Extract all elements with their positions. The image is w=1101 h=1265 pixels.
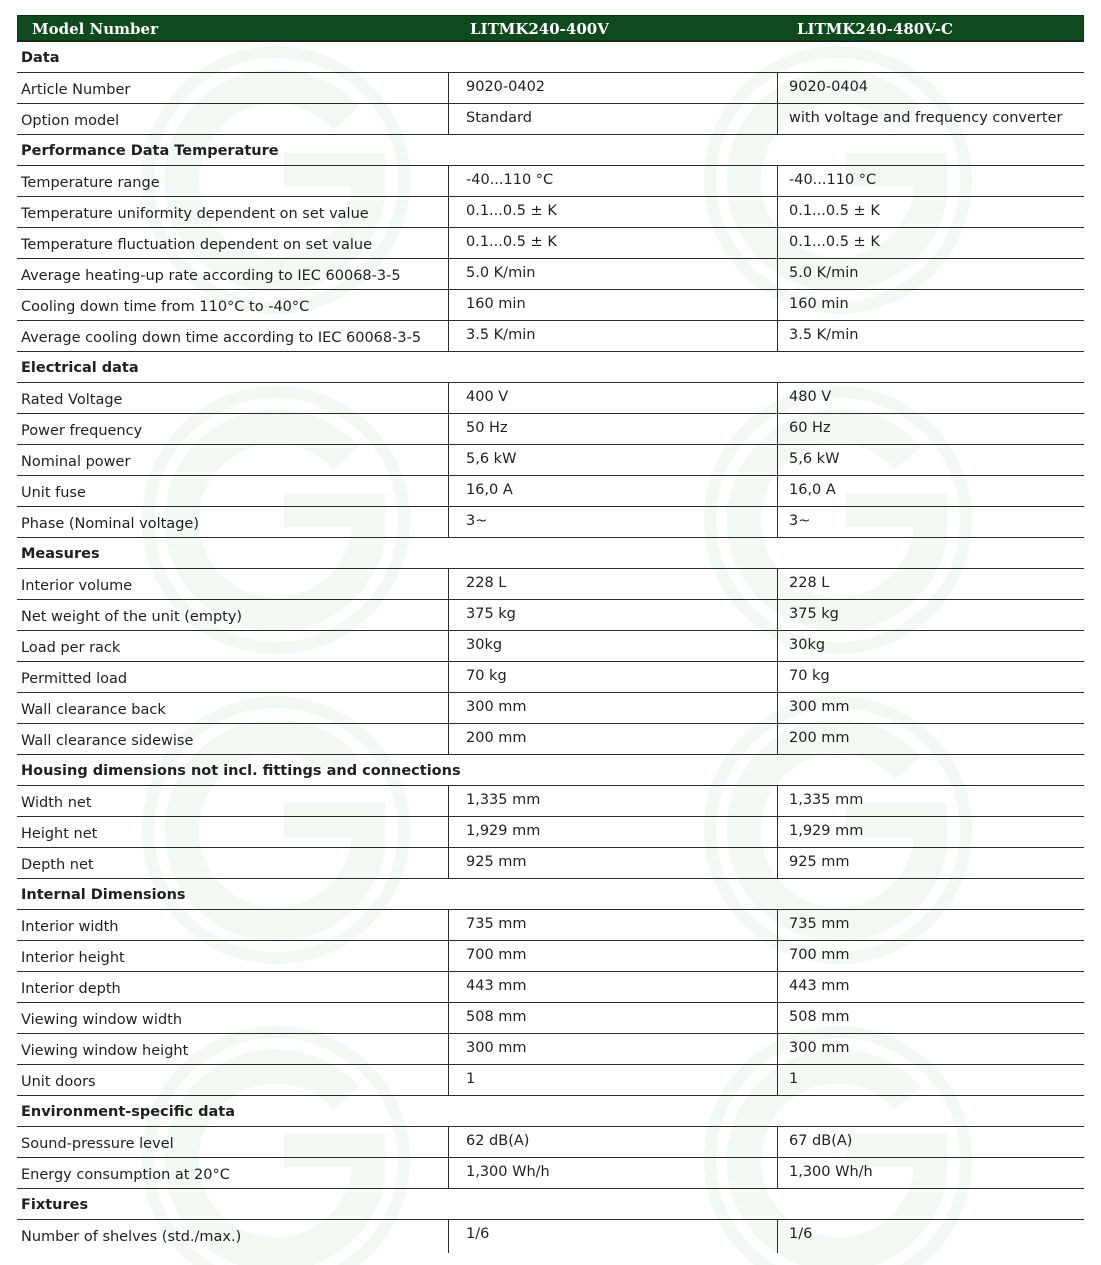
section-title: Housing dimensions not incl. fittings and connections	[21, 763, 461, 779]
value-model-1: 3~	[466, 513, 488, 529]
row-label: Load per rack	[21, 640, 121, 656]
row-label: Net weight of the unit (empty)	[21, 609, 243, 625]
row-label: Temperature fluctuation dependent on set value	[21, 237, 372, 253]
table-row	[17, 724, 1084, 755]
table-row	[17, 445, 1084, 476]
value-model-2: 1,929 mm	[789, 823, 864, 839]
section-header-row	[17, 538, 1084, 569]
value-model-1: 0.1...0.5 ± K	[466, 203, 557, 219]
column-divider	[777, 290, 778, 320]
table-row	[17, 507, 1084, 538]
value-model-2: 5,6 kW	[789, 451, 840, 467]
table-row	[17, 228, 1084, 259]
table-row	[17, 259, 1084, 290]
row-label: Temperature range	[21, 175, 160, 191]
value-model-1: 700 mm	[466, 947, 527, 963]
row-label: Cooling down time from 110°C to -40°C	[21, 299, 310, 315]
column-divider	[777, 228, 778, 258]
row-label: Viewing window width	[21, 1012, 183, 1028]
value-model-1: 16,0 A	[466, 482, 513, 498]
section-header-row	[17, 1189, 1084, 1220]
row-label: Temperature uniformity dependent on set value	[21, 206, 369, 222]
value-model-1: 508 mm	[466, 1009, 527, 1025]
table-row	[17, 631, 1084, 662]
table-row	[17, 1065, 1084, 1096]
value-model-1: 200 mm	[466, 730, 527, 746]
value-model-2: 480 V	[789, 389, 832, 405]
row-label: Viewing window height	[21, 1043, 189, 1059]
value-model-2: 9020-0404	[789, 79, 869, 95]
table-row	[17, 693, 1084, 724]
column-divider	[448, 941, 449, 971]
value-model-2: 508 mm	[789, 1009, 850, 1025]
value-model-2: 5.0 K/min	[789, 265, 859, 281]
column-divider	[777, 941, 778, 971]
value-model-1: 1,335 mm	[466, 792, 541, 808]
value-model-2: 67 dB(A)	[789, 1133, 853, 1149]
table-row	[17, 383, 1084, 414]
table-row	[17, 941, 1084, 972]
row-label: Interior volume	[21, 578, 133, 594]
row-label: Unit doors	[21, 1074, 96, 1090]
value-model-2: 735 mm	[789, 916, 850, 932]
table-row	[17, 600, 1084, 631]
table-row	[17, 972, 1084, 1003]
value-model-1: 9020-0402	[466, 79, 546, 95]
row-label: Width net	[21, 795, 92, 811]
column-divider	[777, 166, 778, 196]
column-divider	[777, 197, 778, 227]
row-label: Phase (Nominal voltage)	[21, 516, 199, 532]
column-divider	[448, 1034, 449, 1064]
table-row	[17, 1003, 1084, 1034]
value-model-2: 443 mm	[789, 978, 850, 994]
row-label: Rated Voltage	[21, 392, 123, 408]
column-divider	[777, 1158, 778, 1188]
row-label: Average heating-up rate according to IEC 60068-3-5	[21, 268, 401, 284]
table-row	[17, 910, 1084, 941]
section-header-row	[17, 879, 1084, 910]
column-divider	[448, 600, 449, 630]
table-row	[17, 104, 1084, 135]
value-model-1: 160 min	[466, 296, 526, 312]
value-model-2: with voltage and frequency converter	[789, 110, 1063, 126]
row-label: Wall clearance sidewise	[21, 733, 194, 749]
table-header	[17, 15, 1084, 41]
column-divider	[448, 321, 449, 351]
row-label: Unit fuse	[21, 485, 86, 501]
table-body	[17, 42, 1084, 1253]
section-title: Performance Data Temperature	[21, 143, 279, 159]
column-divider	[448, 507, 449, 537]
table-row	[17, 73, 1084, 104]
section-header-row	[17, 42, 1084, 73]
column-divider	[777, 1003, 778, 1033]
table-row	[17, 166, 1084, 197]
value-model-1: 1/6	[466, 1226, 490, 1242]
column-divider	[777, 1220, 778, 1253]
value-model-2: 0.1...0.5 ± K	[789, 234, 880, 250]
row-label: Interior depth	[21, 981, 121, 997]
table-row	[17, 476, 1084, 507]
value-model-1: -40...110 °C	[466, 172, 554, 188]
value-model-2: 925 mm	[789, 854, 850, 870]
row-label: Interior height	[21, 950, 125, 966]
column-divider	[448, 445, 449, 475]
value-model-2: 3~	[789, 513, 811, 529]
value-model-2: 300 mm	[789, 1040, 850, 1056]
column-divider	[448, 166, 449, 196]
column-divider	[448, 1065, 449, 1095]
column-divider	[777, 414, 778, 444]
value-model-1: 5,6 kW	[466, 451, 517, 467]
row-label: Interior width	[21, 919, 119, 935]
value-model-2: 200 mm	[789, 730, 850, 746]
column-divider	[777, 507, 778, 537]
column-divider	[448, 848, 449, 878]
table-row	[17, 321, 1084, 352]
column-divider	[448, 383, 449, 413]
row-label: Number of shelves (std./max.)	[21, 1229, 242, 1245]
column-divider	[777, 786, 778, 816]
value-model-1: 50 Hz	[466, 420, 508, 436]
value-model-2: 70 kg	[789, 668, 830, 684]
value-model-2: 1,335 mm	[789, 792, 864, 808]
header-model-1: LITMK240-400V	[470, 20, 609, 38]
spec-table	[17, 15, 1084, 1253]
column-divider	[777, 321, 778, 351]
section-title: Measures	[21, 546, 100, 562]
value-model-1: 30kg	[466, 637, 503, 653]
table-row	[17, 569, 1084, 600]
column-divider	[777, 569, 778, 599]
column-divider	[448, 1127, 449, 1157]
value-model-1: 228 L	[466, 575, 507, 591]
column-divider	[777, 1065, 778, 1095]
value-model-2: 0.1...0.5 ± K	[789, 203, 880, 219]
column-divider	[448, 476, 449, 506]
table-row	[17, 290, 1084, 321]
header-model-number-label: Model Number	[32, 20, 158, 38]
value-model-1: 3.5 K/min	[466, 327, 536, 343]
column-divider	[777, 631, 778, 661]
value-model-2: 1	[789, 1071, 799, 1087]
table-row	[17, 1220, 1084, 1253]
column-divider	[777, 73, 778, 103]
table-row	[17, 197, 1084, 228]
column-divider	[448, 259, 449, 289]
column-divider	[448, 910, 449, 940]
column-divider	[448, 631, 449, 661]
section-title: Electrical data	[21, 360, 139, 376]
value-model-2: 60 Hz	[789, 420, 831, 436]
section-title: Internal Dimensions	[21, 887, 186, 903]
column-divider	[448, 290, 449, 320]
column-divider	[448, 1003, 449, 1033]
value-model-1: 925 mm	[466, 854, 527, 870]
column-divider	[448, 104, 449, 134]
header-model-2: LITMK240-480V-C	[797, 20, 953, 38]
row-label: Permitted load	[21, 671, 128, 687]
column-divider	[777, 1034, 778, 1064]
value-model-1: 735 mm	[466, 916, 527, 932]
column-divider	[777, 724, 778, 754]
column-divider	[777, 476, 778, 506]
column-divider	[777, 662, 778, 692]
table-row	[17, 786, 1084, 817]
value-model-2: 375 kg	[789, 606, 839, 622]
value-model-1: 400 V	[466, 389, 509, 405]
value-model-2: 228 L	[789, 575, 830, 591]
column-divider	[777, 383, 778, 413]
table-row	[17, 848, 1084, 879]
column-divider	[777, 817, 778, 847]
column-divider	[777, 445, 778, 475]
column-divider	[448, 817, 449, 847]
value-model-2: 160 min	[789, 296, 849, 312]
row-label: Nominal power	[21, 454, 131, 470]
column-divider	[777, 259, 778, 289]
section-header-row	[17, 755, 1084, 786]
value-model-1: 1	[466, 1071, 476, 1087]
column-divider	[448, 972, 449, 1002]
value-model-1: Standard	[466, 110, 532, 126]
value-model-2: 1/6	[789, 1226, 813, 1242]
column-divider	[448, 1158, 449, 1188]
column-divider	[777, 910, 778, 940]
row-label: Power frequency	[21, 423, 143, 439]
table-row	[17, 1034, 1084, 1065]
row-label: Sound-pressure level	[21, 1136, 174, 1152]
column-divider	[777, 848, 778, 878]
section-title: Environment-specific data	[21, 1104, 235, 1120]
column-divider	[448, 724, 449, 754]
value-model-1: 1,300 Wh/h	[466, 1164, 550, 1180]
table-row	[17, 1158, 1084, 1189]
value-model-2: 700 mm	[789, 947, 850, 963]
column-divider	[448, 1220, 449, 1253]
column-divider	[777, 1127, 778, 1157]
row-label: Article Number	[21, 82, 131, 98]
value-model-1: 0.1...0.5 ± K	[466, 234, 557, 250]
column-divider	[777, 693, 778, 723]
row-label: Average cooling down time according to IEC 60068-3-5	[21, 330, 422, 346]
row-label: Height net	[21, 826, 98, 842]
value-model-2: 16,0 A	[789, 482, 836, 498]
section-header-row	[17, 1096, 1084, 1127]
value-model-2: 30kg	[789, 637, 826, 653]
value-model-1: 1,929 mm	[466, 823, 541, 839]
column-divider	[448, 228, 449, 258]
value-model-1: 443 mm	[466, 978, 527, 994]
row-label: Option model	[21, 113, 120, 129]
column-divider	[777, 972, 778, 1002]
value-model-1: 375 kg	[466, 606, 516, 622]
value-model-2: 3.5 K/min	[789, 327, 859, 343]
table-row	[17, 414, 1084, 445]
column-divider	[448, 786, 449, 816]
row-label: Depth net	[21, 857, 94, 873]
table-row	[17, 817, 1084, 848]
value-model-1: 300 mm	[466, 1040, 527, 1056]
section-header-row	[17, 135, 1084, 166]
value-model-2: 1,300 Wh/h	[789, 1164, 873, 1180]
section-header-row	[17, 352, 1084, 383]
column-divider	[448, 693, 449, 723]
row-label: Energy consumption at 20°C	[21, 1167, 230, 1183]
column-divider	[448, 73, 449, 103]
value-model-2: 300 mm	[789, 699, 850, 715]
value-model-2: -40...110 °C	[789, 172, 877, 188]
section-title: Data	[21, 50, 60, 66]
column-divider	[448, 414, 449, 444]
column-divider	[448, 569, 449, 599]
section-title: Fixtures	[21, 1197, 89, 1213]
value-model-1: 70 kg	[466, 668, 507, 684]
value-model-1: 62 dB(A)	[466, 1133, 530, 1149]
column-divider	[448, 197, 449, 227]
value-model-1: 300 mm	[466, 699, 527, 715]
table-row	[17, 662, 1084, 693]
column-divider	[777, 104, 778, 134]
table-row	[17, 1127, 1084, 1158]
column-divider	[448, 662, 449, 692]
column-divider	[777, 600, 778, 630]
row-label: Wall clearance back	[21, 702, 166, 718]
value-model-1: 5.0 K/min	[466, 265, 536, 281]
